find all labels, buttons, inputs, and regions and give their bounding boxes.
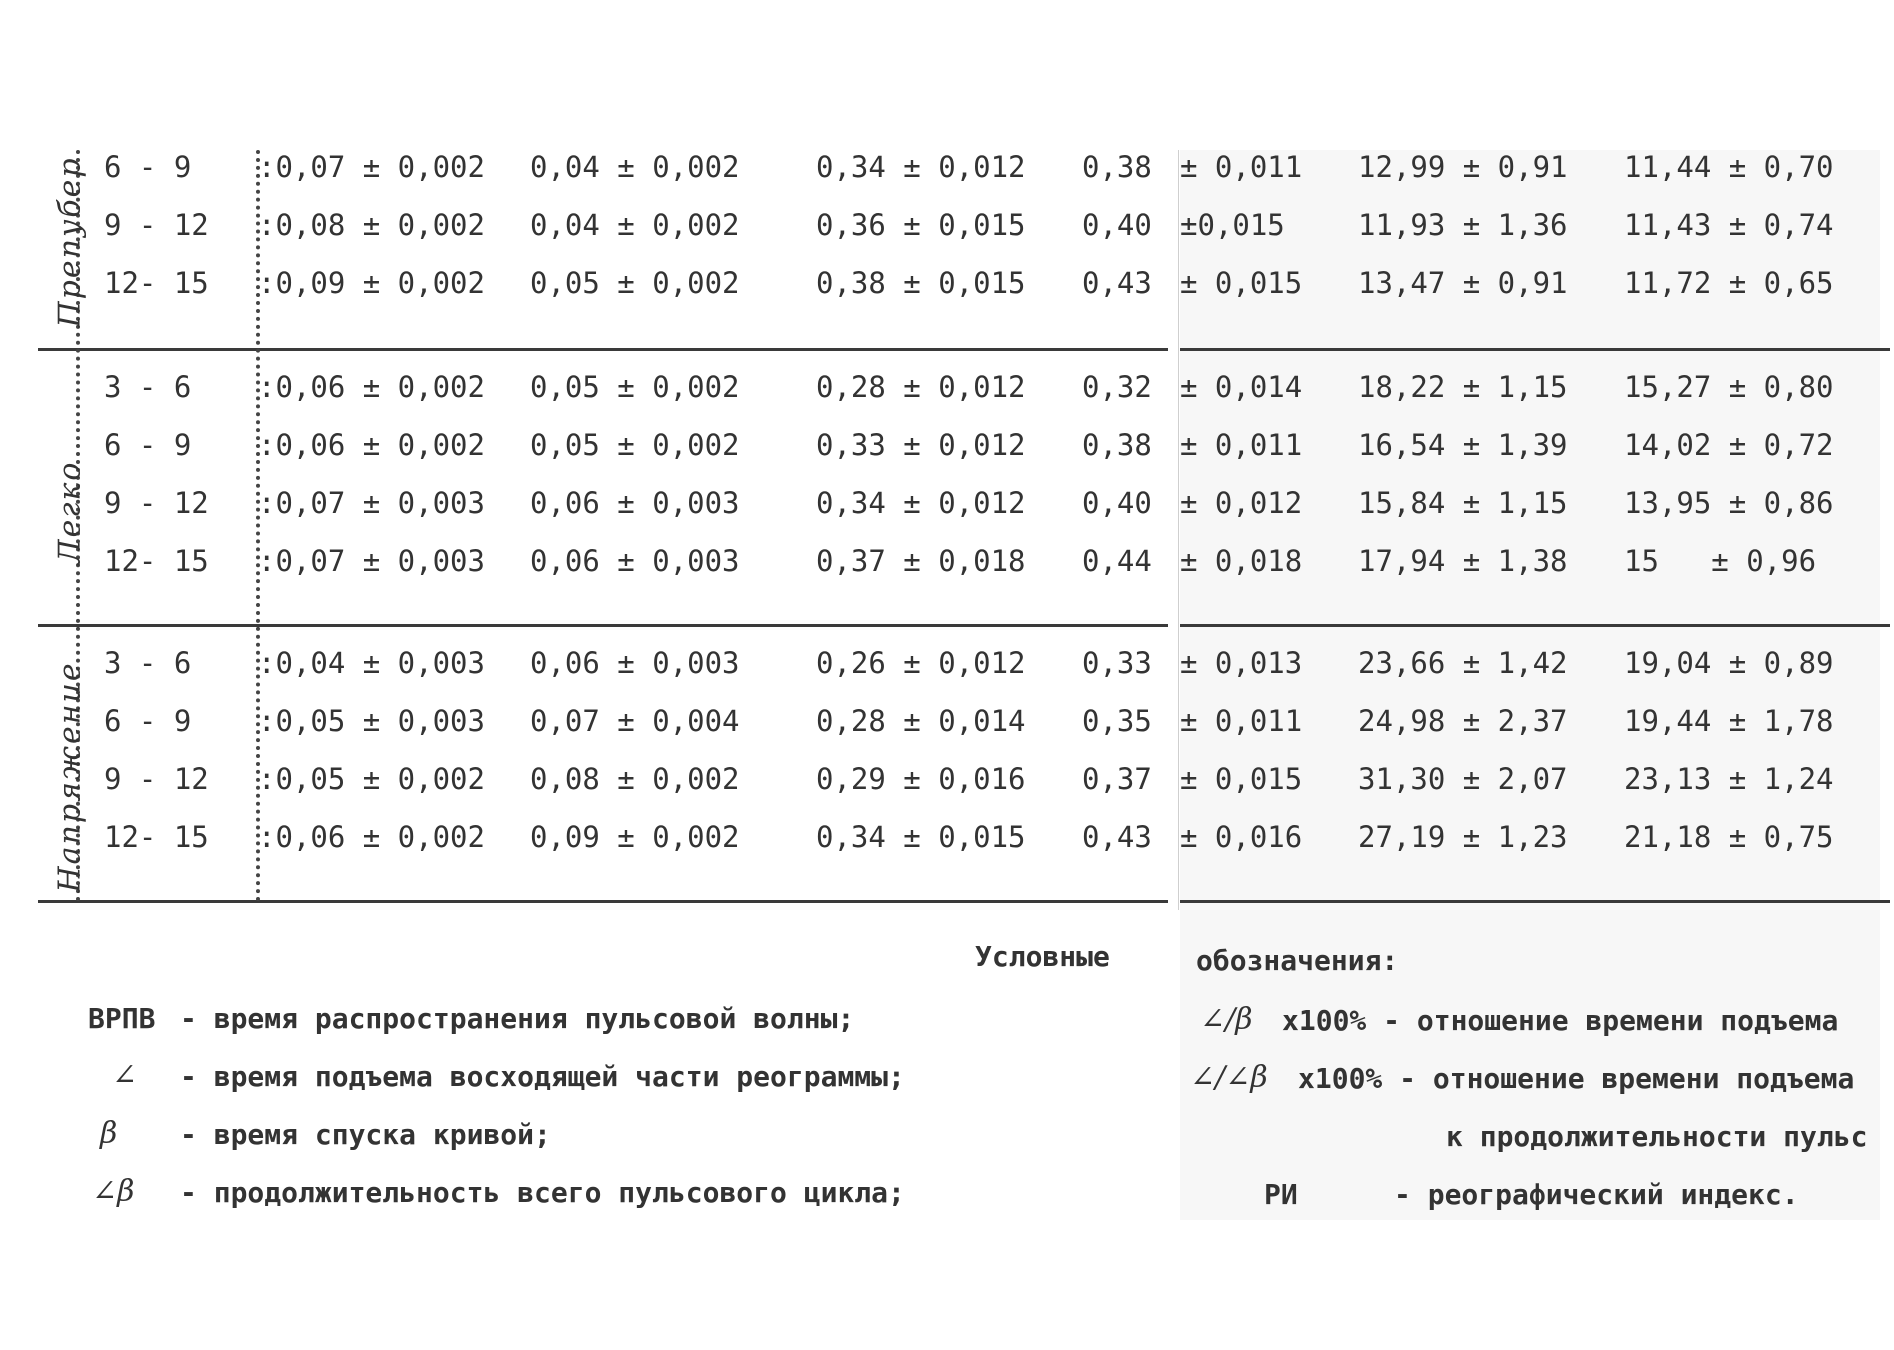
table-cell-ratio2: 14,02 ± 0,72 xyxy=(1624,428,1834,462)
table-cell-ratio2: 13,95 ± 0,86 xyxy=(1624,486,1834,520)
table-cell-vrpv: :0,04 ± 0,003 xyxy=(258,646,485,680)
table-cell-beta: 0,28 ± 0,014 xyxy=(816,704,1026,738)
table-cell-cycle: 0,44 xyxy=(1082,544,1152,578)
table-cell-ratio1: 24,98 ± 2,37 xyxy=(1358,704,1568,738)
table-cell-ratio1: 13,47 ± 0,91 xyxy=(1358,266,1568,300)
table-cell-alpha: 0,09 ± 0,002 xyxy=(530,820,740,854)
table-cell-cycle_err: ±0,015 xyxy=(1180,208,1285,242)
table-cell-ratio2: 19,44 ± 1,78 xyxy=(1624,704,1834,738)
table-cell-alpha: 0,04 ± 0,002 xyxy=(530,150,740,184)
group-label-1: Препубер xyxy=(52,156,88,328)
table-cell-ratio2: 11,43 ± 0,74 xyxy=(1624,208,1834,242)
group-label-2: Легко xyxy=(52,460,88,565)
table-divider-1b xyxy=(1180,348,1890,351)
table-cell-ratio2: 15,27 ± 0,80 xyxy=(1624,370,1834,404)
table-cell-ratio2: 19,04 ± 0,89 xyxy=(1624,646,1834,680)
legend-sym-vrpv: ВРПВ xyxy=(88,1002,156,1035)
table-cell-vrpv: :0,07 ± 0,003 xyxy=(258,486,485,520)
table-cell-ratio1: 11,93 ± 1,36 xyxy=(1358,208,1568,242)
table-cell-age: 6 - 9 xyxy=(104,704,192,738)
table-cell-beta: 0,29 ± 0,016 xyxy=(816,762,1026,796)
table-cell-ratio2: 11,72 ± 0,65 xyxy=(1624,266,1834,300)
table-cell-age: 6 - 9 xyxy=(104,150,192,184)
table-cell-ratio1: 15,84 ± 1,15 xyxy=(1358,486,1568,520)
table-cell-beta: 0,38 ± 0,015 xyxy=(816,266,1026,300)
table-cell-ratio2: 11,44 ± 0,70 xyxy=(1624,150,1834,184)
table-cell-ratio2: 21,18 ± 0,75 xyxy=(1624,820,1834,854)
legend-text-vrpv: - время распространения пульсовой волны; xyxy=(180,1002,855,1035)
table-cell-alpha: 0,06 ± 0,003 xyxy=(530,646,740,680)
table-cell-alpha: 0,05 ± 0,002 xyxy=(530,370,740,404)
table-cell-age: 9 - 12 xyxy=(104,486,209,520)
table-cell-cycle: 0,38 xyxy=(1082,428,1152,462)
table-cell-vrpv: :0,05 ± 0,002 xyxy=(258,762,485,796)
table-cell-cycle: 0,40 xyxy=(1082,208,1152,242)
legend-title-left: Условные xyxy=(975,940,1110,973)
table-cell-vrpv: :0,06 ± 0,002 xyxy=(258,820,485,854)
table-cell-vrpv: :0,08 ± 0,002 xyxy=(258,208,485,242)
table-cell-cycle_err: ± 0,011 xyxy=(1180,150,1303,184)
table-cell-ratio2: 23,13 ± 1,24 xyxy=(1624,762,1834,796)
legend-sym-ratio2: ∠/∠β xyxy=(1190,1060,1268,1095)
table-cell-cycle_err: ± 0,016 xyxy=(1180,820,1303,854)
table-cell-vrpv: :0,06 ± 0,002 xyxy=(258,428,485,462)
table-cell-alpha: 0,06 ± 0,003 xyxy=(530,544,740,578)
legend-text-ratio2: x100% - отношение времени подъема xyxy=(1298,1062,1855,1095)
table-cell-beta: 0,28 ± 0,012 xyxy=(816,370,1026,404)
table-cell-vrpv: :0,06 ± 0,002 xyxy=(258,370,485,404)
table-cell-cycle_err: ± 0,015 xyxy=(1180,762,1303,796)
table-cell-alpha: 0,05 ± 0,002 xyxy=(530,428,740,462)
legend-sym-ri: РИ xyxy=(1264,1178,1298,1211)
table-cell-age: 3 - 6 xyxy=(104,646,192,680)
legend-text-alpha: - время подъема восходящей части реограммы; xyxy=(180,1060,905,1093)
table-cell-cycle_err: ± 0,018 xyxy=(1180,544,1303,578)
table-cell-cycle: 0,43 xyxy=(1082,266,1152,300)
table-cell-cycle_err: ± 0,011 xyxy=(1180,704,1303,738)
legend-text-ratio1: x100% - отношение времени подъема xyxy=(1282,1004,1839,1037)
table-cell-cycle: 0,38 xyxy=(1082,150,1152,184)
table-cell-ratio2: 15 ± 0,96 xyxy=(1624,544,1817,578)
scan-shading xyxy=(1180,150,1880,1220)
table-cell-cycle_err: ± 0,011 xyxy=(1180,428,1303,462)
table-cell-beta: 0,33 ± 0,012 xyxy=(816,428,1026,462)
legend-sym-beta: β xyxy=(100,1116,118,1151)
table-cell-age: 12- 15 xyxy=(104,266,209,300)
table-cell-alpha: 0,05 ± 0,002 xyxy=(530,266,740,300)
table-cell-cycle: 0,33 xyxy=(1082,646,1152,680)
table-cell-beta: 0,34 ± 0,015 xyxy=(816,820,1026,854)
table-divider-1 xyxy=(38,348,1168,351)
table-cell-vrpv: :0,07 ± 0,002 xyxy=(258,150,485,184)
table-cell-alpha: 0,08 ± 0,002 xyxy=(530,762,740,796)
table-cell-cycle_err: ± 0,015 xyxy=(1180,266,1303,300)
legend-text-cycle: - продолжительность всего пульсового цикла; xyxy=(180,1176,905,1209)
table-cell-vrpv: :0,09 ± 0,002 xyxy=(258,266,485,300)
table-cell-cycle_err: ± 0,014 xyxy=(1180,370,1303,404)
table-cell-age: 3 - 6 xyxy=(104,370,192,404)
table-cell-age: 12- 15 xyxy=(104,544,209,578)
legend-sym-alpha: ∠ xyxy=(112,1058,138,1093)
table-cell-cycle: 0,40 xyxy=(1082,486,1152,520)
table-cell-ratio1: 16,54 ± 1,39 xyxy=(1358,428,1568,462)
table-divider-2 xyxy=(38,624,1168,627)
table-cell-alpha: 0,07 ± 0,004 xyxy=(530,704,740,738)
legend-text-ri: - реографический индекс. xyxy=(1394,1178,1799,1211)
legend-text-ratio2-cont: к продолжительности пульс xyxy=(1446,1120,1868,1153)
table-cell-beta: 0,37 ± 0,018 xyxy=(816,544,1026,578)
table-cell-ratio1: 18,22 ± 1,15 xyxy=(1358,370,1568,404)
table-cell-vrpv: :0,07 ± 0,003 xyxy=(258,544,485,578)
table-cell-ratio1: 31,30 ± 2,07 xyxy=(1358,762,1568,796)
table-cell-age: 12- 15 xyxy=(104,820,209,854)
table-cell-cycle_err: ± 0,013 xyxy=(1180,646,1303,680)
table-cell-vrpv: :0,05 ± 0,003 xyxy=(258,704,485,738)
table-cell-ratio1: 12,99 ± 0,91 xyxy=(1358,150,1568,184)
table-cell-ratio1: 27,19 ± 1,23 xyxy=(1358,820,1568,854)
table-cell-cycle: 0,35 xyxy=(1082,704,1152,738)
table-bottom-line xyxy=(38,900,1168,903)
table-cell-cycle_err: ± 0,012 xyxy=(1180,486,1303,520)
table-cell-beta: 0,26 ± 0,012 xyxy=(816,646,1026,680)
table-cell-cycle: 0,37 xyxy=(1082,762,1152,796)
group-label-3: Напряжение xyxy=(52,661,88,893)
legend-sym-cycle: ∠β xyxy=(92,1174,135,1209)
table-bottom-line-b xyxy=(1180,900,1890,903)
table-cell-age: 9 - 12 xyxy=(104,762,209,796)
table-cell-age: 9 - 12 xyxy=(104,208,209,242)
column-separator-faint xyxy=(1178,150,1179,910)
legend-text-beta: - время спуска кривой; xyxy=(180,1118,551,1151)
table-cell-alpha: 0,06 ± 0,003 xyxy=(530,486,740,520)
table-cell-cycle: 0,43 xyxy=(1082,820,1152,854)
legend-title-right: обозначения: xyxy=(1196,944,1399,977)
table-cell-beta: 0,34 ± 0,012 xyxy=(816,150,1026,184)
table-cell-alpha: 0,04 ± 0,002 xyxy=(530,208,740,242)
table-divider-2b xyxy=(1180,624,1890,627)
table-cell-cycle: 0,32 xyxy=(1082,370,1152,404)
table-cell-ratio1: 17,94 ± 1,38 xyxy=(1358,544,1568,578)
table-cell-beta: 0,36 ± 0,015 xyxy=(816,208,1026,242)
legend-sym-ratio1: ∠/β xyxy=(1200,1002,1253,1037)
table-cell-ratio1: 23,66 ± 1,42 xyxy=(1358,646,1568,680)
table-cell-beta: 0,34 ± 0,012 xyxy=(816,486,1026,520)
table-cell-age: 6 - 9 xyxy=(104,428,192,462)
